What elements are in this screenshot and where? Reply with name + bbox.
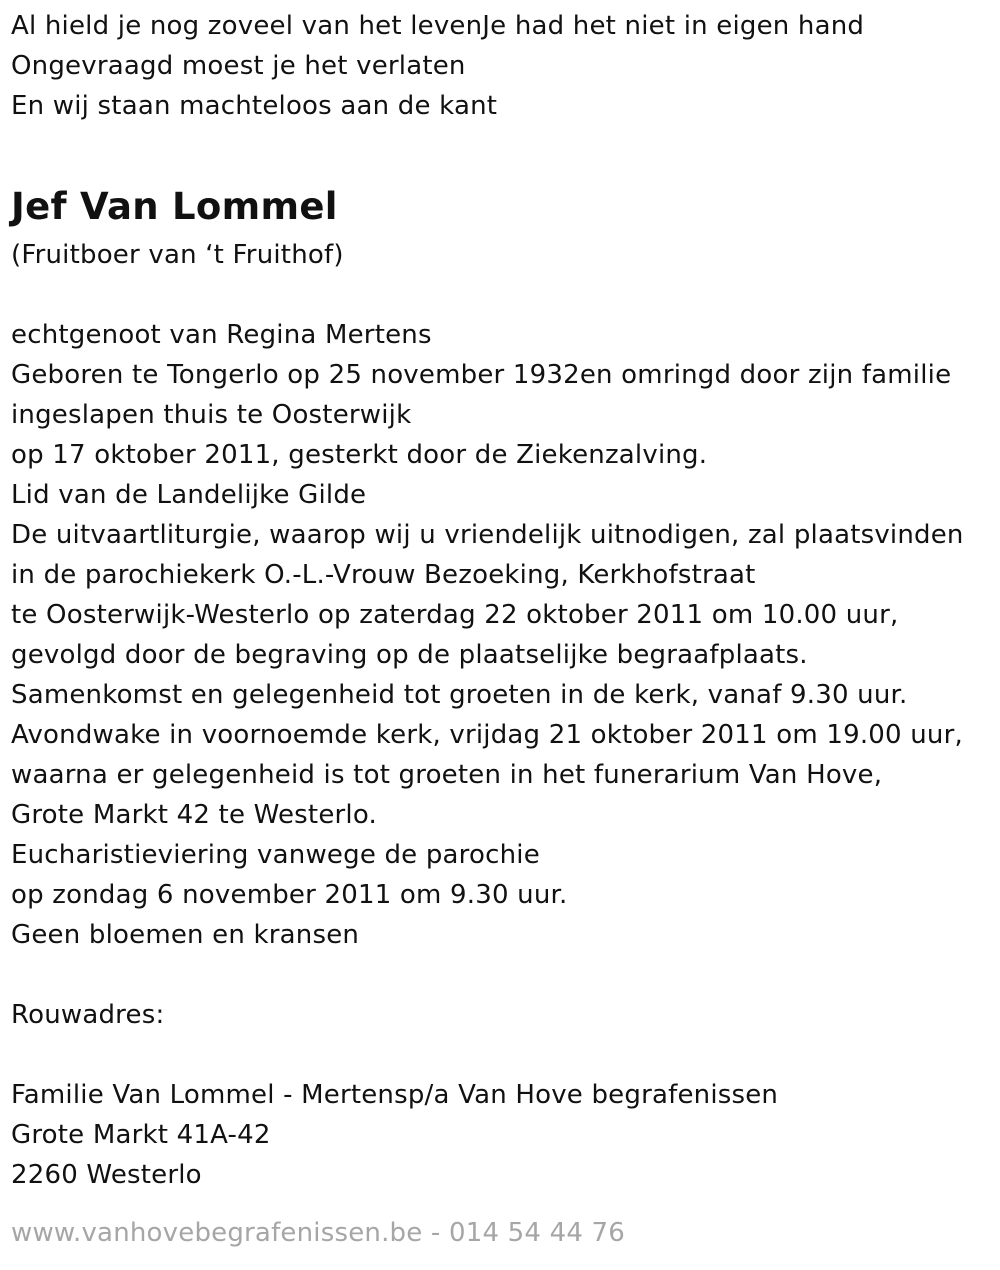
body-line: Avondwake in voornoemde kerk, vrijdag 21 oktober 2011 om 19.00 uur,	[11, 720, 963, 750]
body-line: in de parochiekerk O.-L.-Vrouw Bezoeking, Kerkhofstraat	[11, 560, 756, 590]
body-line: Lid van de Landelijke Gilde	[11, 480, 367, 510]
footer-contact-link[interactable]: www.vanhovebegrafenissen.be - 014 54 44 76	[11, 1218, 626, 1248]
address-line: Grote Markt 41A-42	[11, 1120, 271, 1150]
spacer	[11, 955, 991, 995]
deceased-name: Jef Van Lommel	[11, 185, 338, 228]
body-line: ingeslapen thuis te Oosterwijk	[11, 400, 412, 430]
obituary-body	[11, 315, 991, 955]
body-line: op 17 oktober 2011, gesterkt door de Ziekenzalving.	[11, 440, 708, 470]
body-line: waarna er gelegenheid is tot groeten in het funerarium Van Hove,	[11, 760, 883, 790]
body-line: echtgenoot van Regina Mertens	[11, 320, 432, 350]
spacer	[11, 275, 991, 315]
address-line: Familie Van Lommel - Mertensp/a Van Hove begrafenissen	[11, 1080, 779, 1110]
obituary-document	[11, 6, 991, 1195]
body-line: De uitvaartliturgie, waarop wij u vriendelijk uitnodigen, zal plaatsvinden	[11, 520, 964, 550]
body-line: gevolgd door de begraving op de plaatselijke begraafplaats.	[11, 640, 808, 670]
poem-line: Ongevraagd moest je het verlaten	[11, 51, 466, 81]
address-label: Rouwadres:	[11, 1000, 165, 1030]
body-line: Geboren te Tongerlo op 25 november 1932en omringd door zijn familie	[11, 360, 952, 390]
poem	[11, 6, 991, 126]
spacer	[11, 1035, 991, 1075]
body-line: op zondag 6 november 2011 om 9.30 uur.	[11, 880, 568, 910]
body-line: Samenkomst en gelegenheid tot groeten in de kerk, vanaf 9.30 uur.	[11, 680, 908, 710]
deceased-nickname: (Fruitboer van ‘t Fruithof)	[11, 240, 344, 270]
body-line: Grote Markt 42 te Westerlo.	[11, 800, 377, 830]
body-line: Eucharistieviering vanwege de parochie	[11, 840, 540, 870]
body-line: Geen bloemen en kransen	[11, 920, 360, 950]
body-line: te Oosterwijk-Westerlo op zaterdag 22 oktober 2011 om 10.00 uur,	[11, 600, 899, 630]
poem-line: Al hield je nog zoveel van het levenJe had het niet in eigen hand	[11, 11, 865, 41]
poem-line: En wij staan machteloos aan de kant	[11, 91, 498, 121]
address-line: 2260 Westerlo	[11, 1160, 202, 1190]
mourning-address	[11, 1075, 991, 1195]
